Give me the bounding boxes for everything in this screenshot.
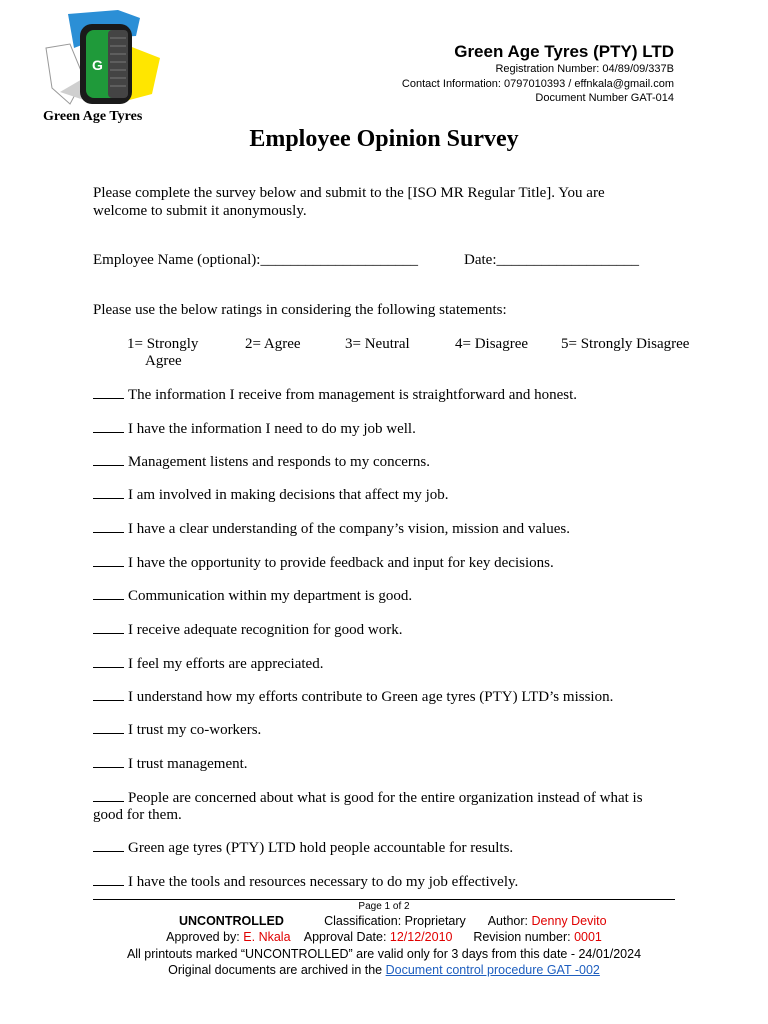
author-label: Author:	[487, 914, 529, 928]
rating-instructions: Please use the below ratings in considering the following statements:	[93, 302, 507, 318]
archive-notice	[0, 963, 768, 977]
footer-meta-row	[0, 914, 768, 928]
logo-caption: Green Age Tyres	[43, 109, 143, 124]
rating-blank[interactable]	[93, 554, 124, 567]
rating-blank[interactable]	[93, 386, 124, 399]
rating-blank[interactable]	[93, 655, 124, 668]
company-logo	[40, 8, 164, 108]
statement-row[interactable]: I trust management.	[93, 755, 673, 773]
approval-date: 12/12/2010	[389, 930, 453, 944]
statement-row[interactable]: Management listens and responds to my concerns.	[93, 453, 673, 471]
statement-row[interactable]: People are concerned about what is good for the entire organization instead of what is good for them.	[93, 790, 643, 823]
scale-4: 4= Disagree	[455, 336, 529, 352]
approval-date-label: Approval Date:	[303, 930, 387, 944]
rating-blank[interactable]	[93, 873, 124, 886]
rating-blank[interactable]	[93, 453, 124, 466]
employee-name-field[interactable]: Employee Name (optional):_____________________	[93, 252, 418, 268]
author-name: Denny Devito	[531, 914, 607, 928]
registration-number: Registration Number: 04/89/09/337B	[495, 63, 674, 75]
rating-blank[interactable]	[93, 688, 124, 701]
statement-row[interactable]: I have a clear understanding of the company’s vision, mission and values.	[93, 520, 673, 538]
scale-2: 2= Agree	[245, 336, 301, 352]
approved-by: E. Nkala	[243, 930, 291, 944]
revision-label: Revision number:	[473, 930, 571, 944]
statement-row[interactable]: I have the tools and resources necessary to do my job effectively.	[93, 873, 673, 891]
statement-row[interactable]: I receive adequate recognition for good work.	[93, 621, 673, 639]
rating-blank[interactable]	[93, 420, 124, 433]
rating-blank[interactable]	[93, 721, 124, 734]
statement-row[interactable]: I have the information I need to do my job well.	[93, 420, 673, 438]
classification: Classification: Proprietary	[324, 914, 466, 928]
rating-blank[interactable]	[93, 621, 124, 634]
scale-1: 1= Strongly Agree	[127, 336, 199, 369]
page-number: Page 1 of 2	[358, 901, 410, 912]
scale-5: 5= Strongly Disagree	[561, 336, 690, 352]
footer-approval-row	[0, 930, 768, 944]
rating-blank[interactable]	[93, 587, 124, 600]
rating-blank[interactable]	[93, 839, 124, 852]
document-number: Document Number GAT-014	[535, 92, 674, 104]
statement-row[interactable]: Communication within my department is good.	[93, 587, 673, 605]
intro-paragraph: Please complete the survey below and submit to the [ISO MR Regular Title]. You are welcome to submit it anonymously.	[93, 185, 605, 219]
uncontrolled-label: UNCONTROLLED	[179, 914, 284, 928]
printouts-notice: All printouts marked “UNCONTROLLED” are valid only for 3 days from this date - 24/01/2024	[126, 947, 642, 961]
svg-text:G: G	[92, 57, 103, 73]
statement-row[interactable]: The information I receive from management is straightforward and honest.	[93, 386, 673, 404]
document-control-link[interactable]: Document control procedure GAT -002	[385, 963, 600, 977]
revision-number: 0001	[574, 930, 602, 944]
approved-label: Approved by:	[166, 930, 240, 944]
statement-row[interactable]: Green age tyres (PTY) LTD hold people accountable for results.	[93, 839, 673, 857]
statement-row[interactable]: I feel my efforts are appreciated.	[93, 655, 673, 673]
statement-row[interactable]: I am involved in making decisions that affect my job.	[93, 486, 673, 504]
rating-blank[interactable]	[93, 755, 124, 768]
footer-divider	[93, 899, 675, 900]
statement-row[interactable]: I have the opportunity to provide feedback and input for key decisions.	[93, 554, 673, 572]
rating-blank[interactable]	[93, 486, 124, 499]
company-header	[402, 42, 674, 106]
statement-row[interactable]: I understand how my efforts contribute to Green age tyres (PTY) LTD’s mission.	[93, 688, 673, 706]
contact-information: Contact Information: 0797010393 / effnkala@gmail.com	[401, 77, 674, 90]
archive-text: Original documents are archived in the	[168, 963, 383, 977]
scale-3: 3= Neutral	[345, 336, 410, 352]
rating-blank[interactable]	[93, 789, 124, 802]
statement-row[interactable]: I trust my co-workers.	[93, 721, 673, 739]
date-field[interactable]: Date:___________________	[464, 252, 639, 268]
page-title: Employee Opinion Survey	[249, 126, 519, 152]
rating-blank[interactable]	[93, 520, 124, 533]
company-name: Green Age Tyres (PTY) LTD	[454, 42, 674, 61]
